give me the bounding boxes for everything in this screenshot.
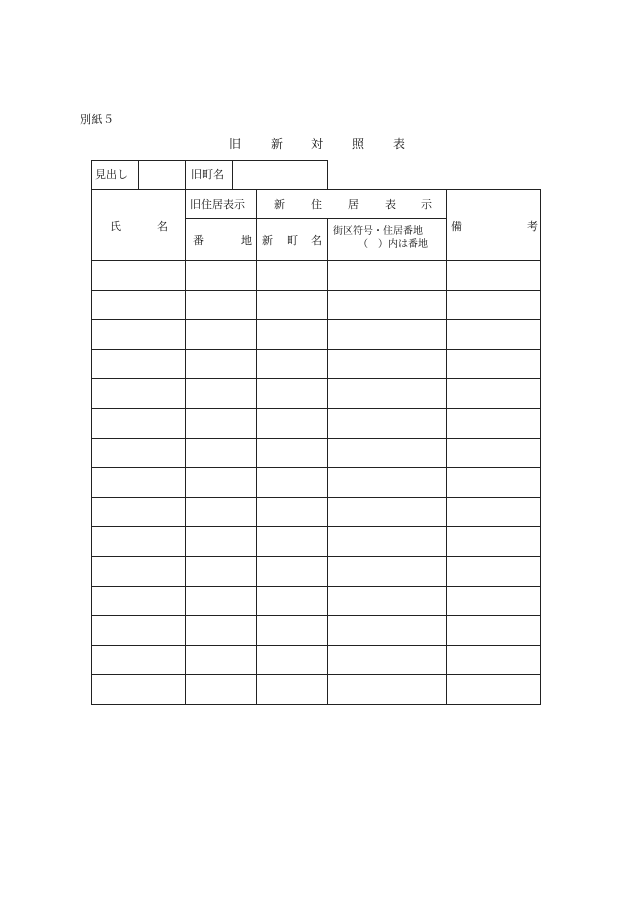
table-cell[interactable] xyxy=(328,527,446,556)
midashi-value[interactable] xyxy=(139,161,185,189)
header-table-border xyxy=(327,160,328,190)
table-cell[interactable] xyxy=(257,291,327,320)
table-cell[interactable] xyxy=(447,291,540,320)
table-cell[interactable] xyxy=(257,557,327,586)
attachment-label: 別紙５ xyxy=(80,113,115,126)
col-new-town-char: 名 xyxy=(311,234,322,247)
col-lot-char: 番 xyxy=(193,234,204,247)
table-cell[interactable] xyxy=(447,409,540,438)
table-cell[interactable] xyxy=(328,379,446,408)
col-new-address-char: 示 xyxy=(421,198,432,211)
table-cell[interactable] xyxy=(257,498,327,527)
col-remarks-char: 考 xyxy=(527,220,538,233)
table-cell[interactable] xyxy=(92,587,185,616)
table-cell[interactable] xyxy=(92,291,185,320)
old-town-value[interactable] xyxy=(233,161,327,189)
col-block-line1: 街区符号・住居番地 xyxy=(333,226,423,237)
table-cell[interactable] xyxy=(328,291,446,320)
table-cell[interactable] xyxy=(92,646,185,675)
col-name-char: 名 xyxy=(157,220,168,233)
table-cell[interactable] xyxy=(92,498,185,527)
table-cell[interactable] xyxy=(257,616,327,645)
midashi-label: 見出し xyxy=(95,168,128,181)
title-char: 旧 xyxy=(229,137,242,151)
table-cell[interactable] xyxy=(447,616,540,645)
table-cell[interactable] xyxy=(186,587,256,616)
table-cell[interactable] xyxy=(257,675,327,704)
table-cell[interactable] xyxy=(328,439,446,468)
col-new-address-char: 居 xyxy=(348,198,359,211)
table-cell[interactable] xyxy=(447,675,540,704)
table-cell[interactable] xyxy=(447,498,540,527)
col-remarks-char: 備 xyxy=(451,220,462,233)
table-cell[interactable] xyxy=(257,261,327,290)
table-cell[interactable] xyxy=(328,498,446,527)
col-new-town-char: 新 xyxy=(262,234,273,247)
table-cell[interactable] xyxy=(186,646,256,675)
table-border xyxy=(91,189,541,190)
title-char: 対 xyxy=(311,137,324,151)
table-cell[interactable] xyxy=(447,646,540,675)
table-cell[interactable] xyxy=(257,646,327,675)
table-cell[interactable] xyxy=(186,527,256,556)
table-cell[interactable] xyxy=(186,409,256,438)
table-cell[interactable] xyxy=(186,616,256,645)
table-cell[interactable] xyxy=(92,320,185,349)
table-cell[interactable] xyxy=(186,675,256,704)
table-cell[interactable] xyxy=(328,557,446,586)
table-border xyxy=(185,218,447,219)
table-cell[interactable] xyxy=(186,320,256,349)
old-town-label: 旧町名 xyxy=(191,168,224,181)
table-cell[interactable] xyxy=(447,261,540,290)
table-cell[interactable] xyxy=(186,498,256,527)
table-cell[interactable] xyxy=(186,557,256,586)
table-cell[interactable] xyxy=(92,439,185,468)
table-cell[interactable] xyxy=(257,350,327,379)
table-cell[interactable] xyxy=(447,468,540,497)
table-cell[interactable] xyxy=(186,261,256,290)
col-new-address-char: 住 xyxy=(311,198,322,211)
table-cell[interactable] xyxy=(186,291,256,320)
table-cell[interactable] xyxy=(257,379,327,408)
table-cell[interactable] xyxy=(92,409,185,438)
table-cell[interactable] xyxy=(92,527,185,556)
table-cell[interactable] xyxy=(447,587,540,616)
table-cell[interactable] xyxy=(92,261,185,290)
table-cell[interactable] xyxy=(328,616,446,645)
table-cell[interactable] xyxy=(257,439,327,468)
table-cell[interactable] xyxy=(447,379,540,408)
table-cell[interactable] xyxy=(328,675,446,704)
col-lot-char: 地 xyxy=(241,234,252,247)
table-cell[interactable] xyxy=(186,379,256,408)
table-cell[interactable] xyxy=(186,350,256,379)
col-name-char: 氏 xyxy=(110,220,121,233)
table-border xyxy=(91,704,541,705)
table-cell[interactable] xyxy=(328,261,446,290)
title-char: 照 xyxy=(352,137,365,151)
title-char: 表 xyxy=(393,137,406,151)
table-cell[interactable] xyxy=(328,409,446,438)
table-cell[interactable] xyxy=(447,557,540,586)
table-cell[interactable] xyxy=(257,320,327,349)
table-cell[interactable] xyxy=(447,527,540,556)
table-cell[interactable] xyxy=(328,587,446,616)
table-cell[interactable] xyxy=(328,320,446,349)
table-cell[interactable] xyxy=(257,468,327,497)
table-cell[interactable] xyxy=(447,350,540,379)
col-block-line2: （ ）内は番地 xyxy=(358,239,428,250)
table-cell[interactable] xyxy=(92,468,185,497)
table-cell[interactable] xyxy=(92,350,185,379)
table-cell[interactable] xyxy=(186,468,256,497)
table-cell[interactable] xyxy=(447,320,540,349)
table-cell[interactable] xyxy=(186,439,256,468)
table-cell[interactable] xyxy=(447,439,540,468)
col-old-address: 旧住居表示 xyxy=(190,198,245,211)
table-cell[interactable] xyxy=(328,468,446,497)
header-table-border xyxy=(185,160,186,190)
table-cell[interactable] xyxy=(257,409,327,438)
col-new-address-char: 新 xyxy=(274,198,285,211)
col-new-address-char: 表 xyxy=(385,198,396,211)
table-cell[interactable] xyxy=(328,646,446,675)
table-cell[interactable] xyxy=(92,557,185,586)
col-new-town-char: 町 xyxy=(287,234,298,247)
table-cell[interactable] xyxy=(257,527,327,556)
title-char: 新 xyxy=(271,137,284,151)
table-cell[interactable] xyxy=(92,379,185,408)
table-cell[interactable] xyxy=(328,350,446,379)
table-cell[interactable] xyxy=(257,587,327,616)
header-table-border xyxy=(91,160,92,190)
table-cell[interactable] xyxy=(92,616,185,645)
table-cell[interactable] xyxy=(92,675,185,704)
table-border xyxy=(540,189,541,705)
